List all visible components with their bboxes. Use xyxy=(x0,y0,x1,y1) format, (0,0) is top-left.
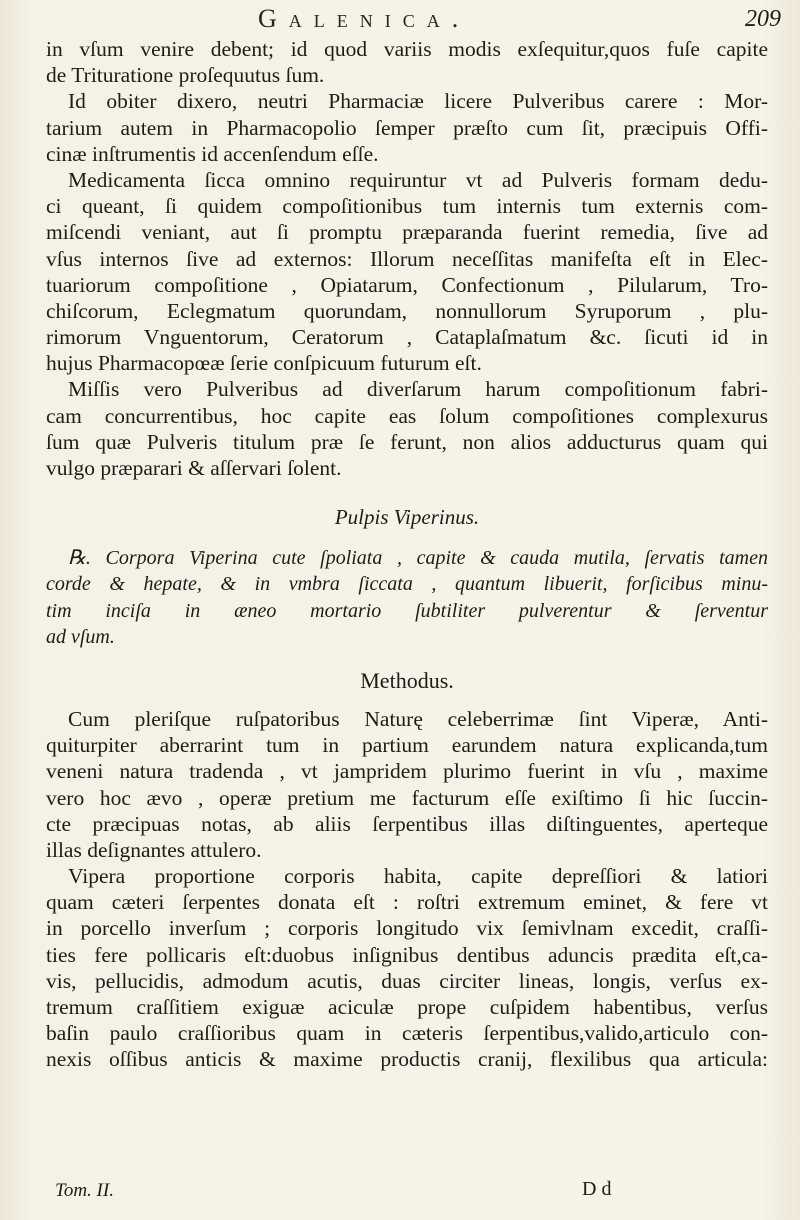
text-line: in vſum venire debent; id quod variis modis exſequitur,quos fuſe capite xyxy=(46,37,768,61)
text-line: ci queant, ſi quidem compoſitionibus tum internis tum externis com- xyxy=(46,194,768,219)
text-line: veneni natura tradenda , vt jampridem plurimo fuerint in vſu , maxime xyxy=(46,759,768,784)
recipe-line: tim inciſa in æneo mortario ſubtiliter pulverentur & ſerventur xyxy=(46,599,768,622)
paragraph-5 xyxy=(46,706,768,863)
text-line: tarium autem in Pharmacopolio ſemper præſto cum ſit, præcipuis Offi- xyxy=(46,115,768,140)
paragraph-6 xyxy=(46,863,768,1073)
text-line: de Trituratione proſequutus ſum. xyxy=(46,63,325,88)
section-heading: Pulpis Viperinus. xyxy=(334,505,480,530)
recipe-line: corde & hepate, & in vmbra ſiccata , quantum libuerit, forſicibus minu- xyxy=(46,573,768,596)
paragraph-3 xyxy=(46,167,768,377)
text-line: quiturpiter aberrarint tum in partium earundem natura explicanda,tum xyxy=(46,733,768,758)
recipe-block xyxy=(46,545,768,650)
text-line: quam cæteri ſerpentes donata eſt : roſtri extremum eminet, & fere vt xyxy=(46,890,768,915)
text-line: tremum craſſitiem exiguæ aciculæ prope cuſpidem habentibus, verſus xyxy=(46,995,768,1019)
text-line: nexis oſſibus anticis & maxime productis cranij, flexilibus qua articula: xyxy=(46,1047,768,1072)
paragraph-2 xyxy=(46,88,768,167)
text-line: vulgo præparari & aſſervari ſolent. xyxy=(46,456,342,480)
text-line: ties fere pollicaris eſt:duobus inſignibus dentibus aduncis prædita eſt,ca- xyxy=(46,942,768,967)
text-line: illas deſignantes attulero. xyxy=(46,837,262,862)
paragraph-1 xyxy=(46,36,768,88)
text-line: Id obiter dixero, neutri Pharmaciæ licere Pulveribus carere : Mor- xyxy=(68,89,768,114)
method-heading: Methodus. xyxy=(360,667,454,693)
running-title: Galenica. xyxy=(258,4,471,33)
text-line: Cum pleriſque ruſpatoribus Naturę celeberrimæ ſint Viperæ, Anti- xyxy=(68,706,768,731)
text-line: cinæ inſtrumentis id accenſendum eſſe. xyxy=(46,141,379,166)
text-line: tuariorum compoſitione , Opiatarum, Confectionum , Pilularum, Tro- xyxy=(46,272,768,297)
recipe-line: ad vſum. xyxy=(46,625,115,648)
text-line: hujus Pharmacopœæ ſerie conſpicuum futurum eſt. xyxy=(46,351,482,376)
page-number: 209 xyxy=(745,6,781,32)
paragraph-4 xyxy=(46,376,768,481)
text-line: in porcello inverſum ; corporis longitudo vix ſemivlnam excedit, craſſi- xyxy=(46,916,768,941)
running-head xyxy=(0,4,800,38)
text-line: baſin paulo craſſioribus quam in cæteris ſerpentibus,valido,articulo con- xyxy=(46,1021,768,1046)
text-line: Medicamenta ſicca omnino requiruntur vt ad Pulveris formam dedu- xyxy=(68,167,768,192)
text-line: chiſcorum, Eclegmatum quorundam, nonnullorum Syruporum , plu- xyxy=(46,298,768,323)
text-line: vis, pellucidis, admodum acutis, duas circiter lineas, longis, verſus ex- xyxy=(46,968,768,993)
volume-mark: Tom. II. xyxy=(55,1180,114,1201)
signature-mark: D d xyxy=(582,1178,612,1200)
text-line: Miſſis vero Pulveribus ad diverſarum harum compoſitionum fabri- xyxy=(68,377,768,402)
text-line: vero hoc ævo , operæ pretium me facturum eſſe exiſtimo ſi hic ſuccin- xyxy=(46,785,768,810)
page-footer xyxy=(0,1180,800,1210)
body-text xyxy=(46,36,768,1073)
text-line: ſum quæ Pulveris titulum præ ſe ferunt, non alios adducturus quam qui xyxy=(46,429,768,454)
text-line: rimorum Vnguentorum, Ceratorum , Cataplaſmatum &c. ſicuti id in xyxy=(46,325,768,350)
recipe-line: ℞. Corpora Viperina cute ſpoliata , capite & cauda mutila, ſervatis tamen xyxy=(68,547,768,570)
text-line: Vipera proportione corporis habita, capite depreſſiori & latiori xyxy=(68,864,768,889)
text-line: cte præcipuas notas, ab aliis ſerpentibus illas diſtinguentes, aperteque xyxy=(46,811,768,836)
text-line: miſcendi veniant, aut ſi promptu præparanda fuerint remedia, ſive ad xyxy=(46,220,768,245)
text-line: cam concurrentibus, hoc capite eas ſolum compoſitiones complexurus xyxy=(46,403,768,428)
text-line: vſus internos ſive ad externos: Illorum neceſſitas manifeſta eſt in Elec- xyxy=(46,246,768,271)
